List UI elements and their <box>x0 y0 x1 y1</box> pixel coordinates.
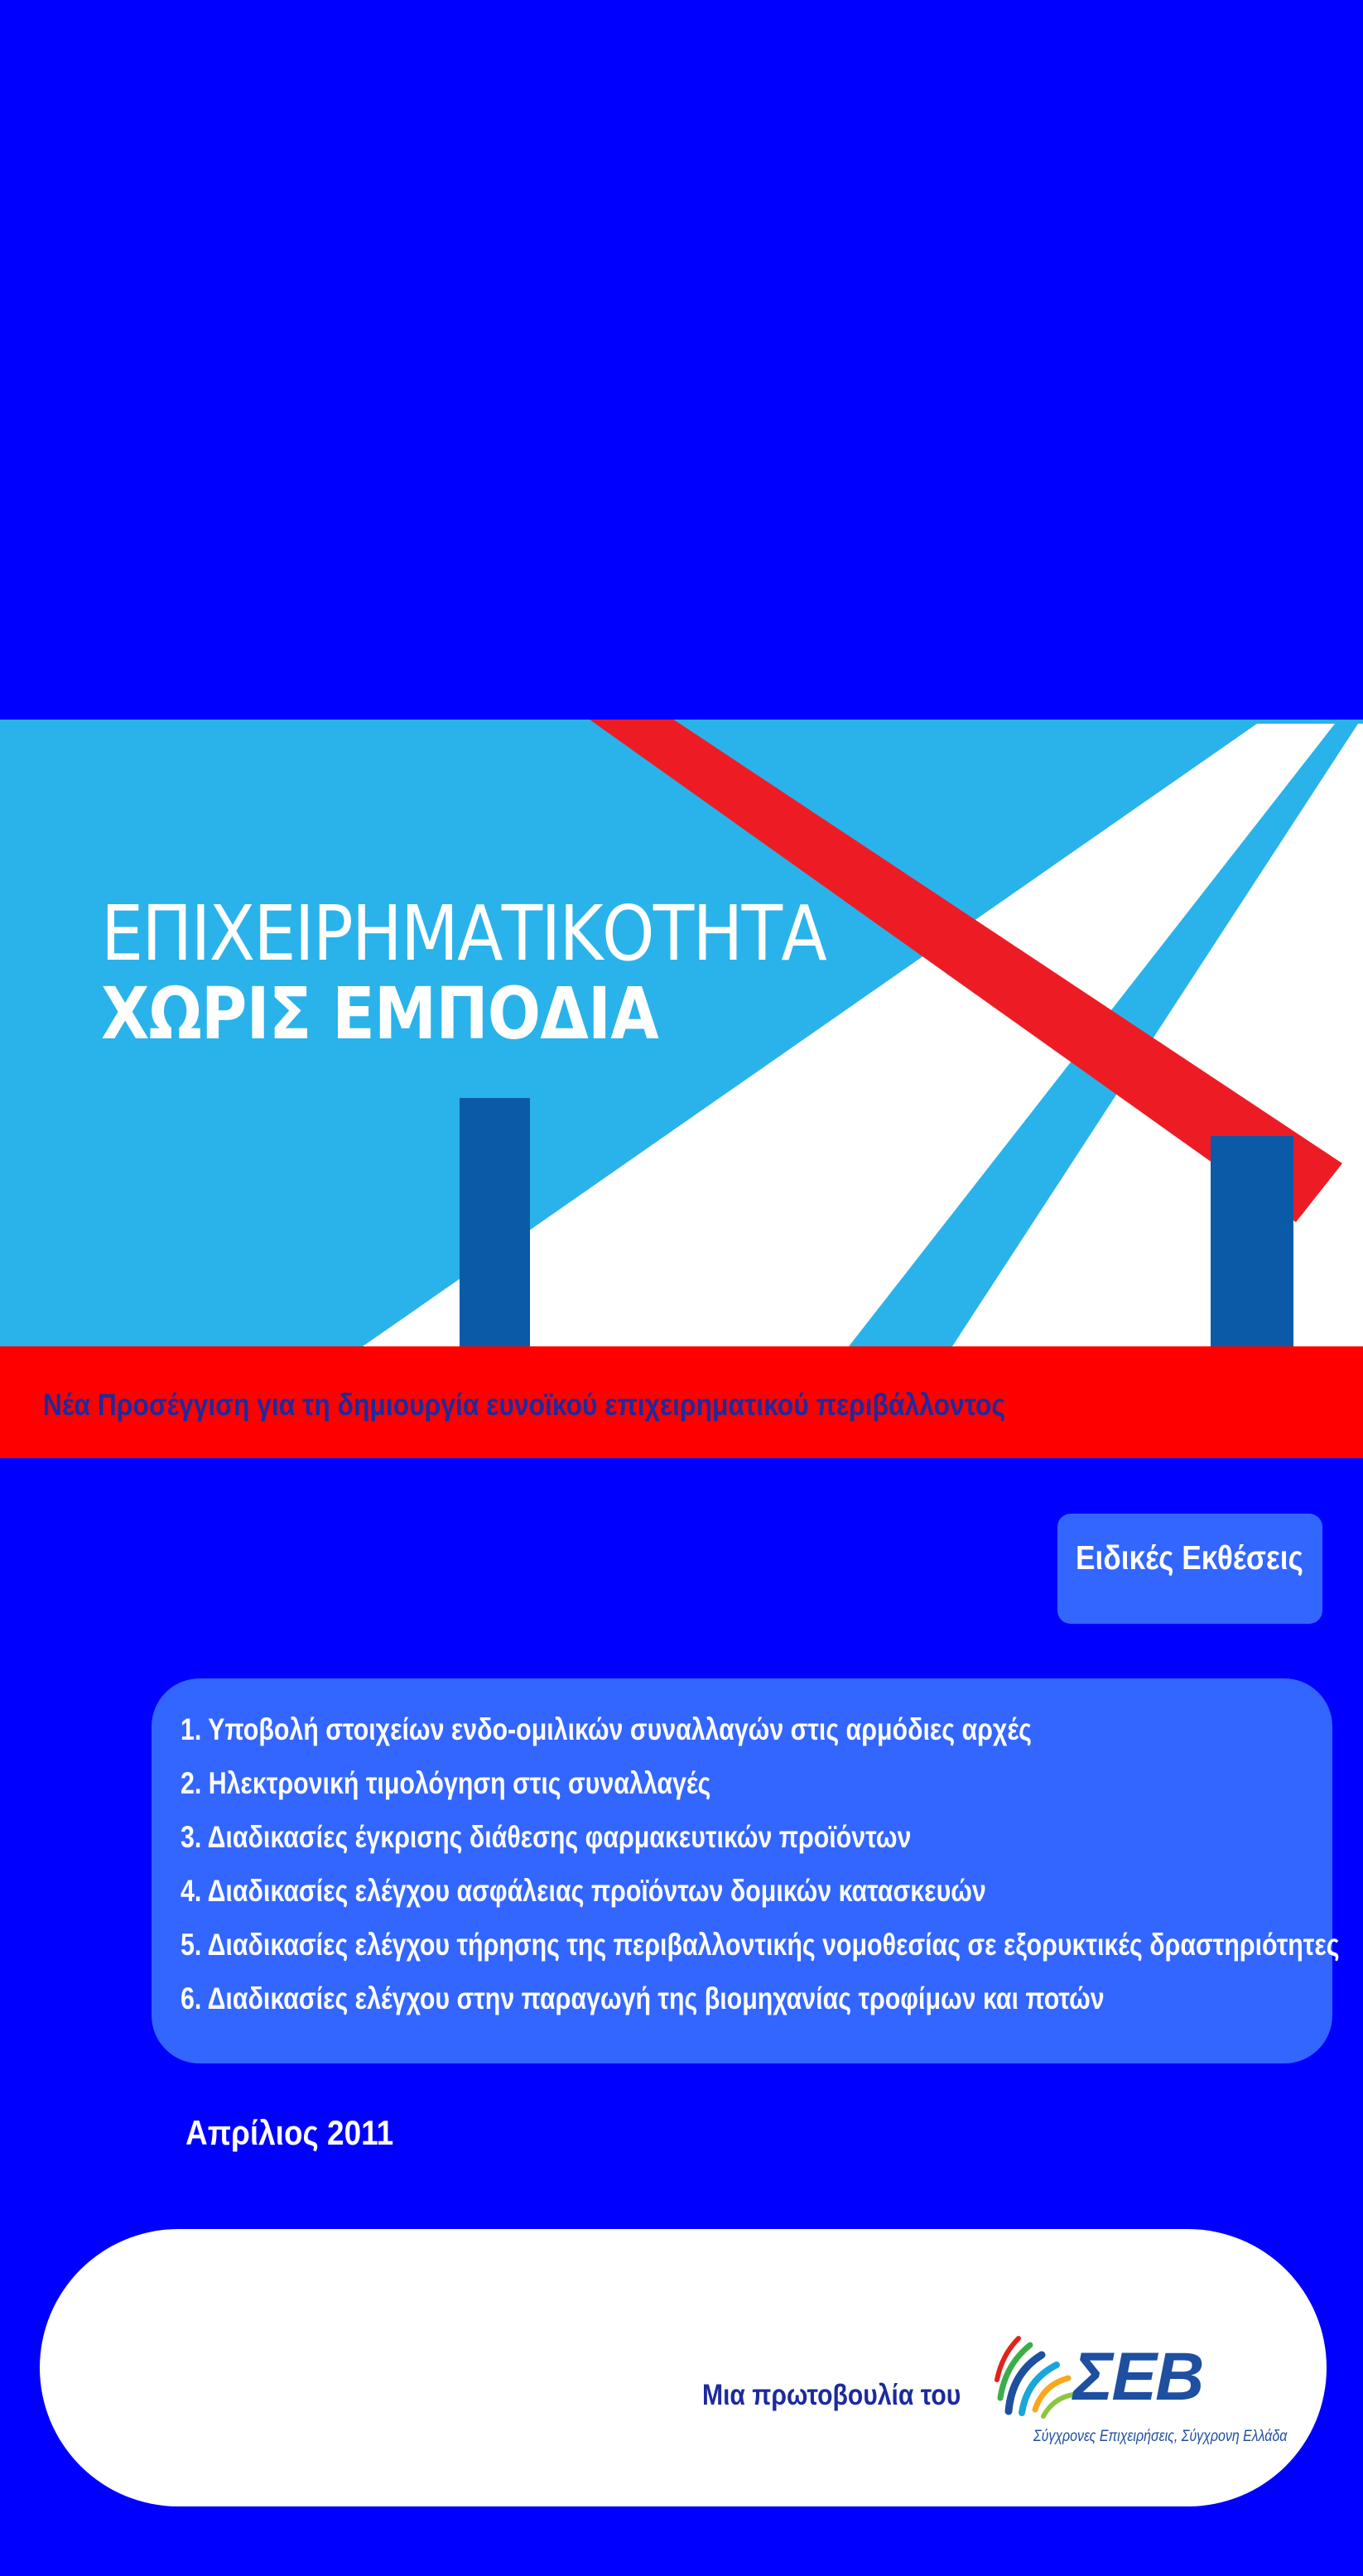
special-reports-label: Ειδικές Εκθέσεις <box>1076 1538 1303 1577</box>
report-item: 6. Διαδικασίες ελέγχου στην παραγωγή της βιομηχανίας τροφίμων και ποτών <box>181 1981 1105 2015</box>
seb-star-burst-icon <box>994 2330 1076 2429</box>
seb-logo <box>994 2330 1288 2454</box>
initiative-text: Μια πρωτοβουλία του <box>702 2379 961 2411</box>
banner-left-post <box>460 1098 530 1346</box>
report-item: 2. Ηλεκτρονική τιμολόγηση στις συναλλαγές <box>181 1766 711 1800</box>
top-blank-area <box>0 0 1363 715</box>
report-item: 3. Διαδικασίες έγκρισης διάθεσης φαρμακευτικών προϊόντων <box>181 1820 912 1854</box>
seb-logo-text: ΣΕΒ <box>1073 2339 1203 2415</box>
footer-panel <box>40 2229 1327 2506</box>
subtitle-strip <box>0 1346 1363 1458</box>
report-item: 4. Διαδικασίες ελέγχου ασφάλειας προϊόντων δομικών κατασκευών <box>181 1874 986 1908</box>
report-item: 1. Υποβολή στοιχείων ενδο-ομιλικών συναλλαγών στις αρμόδιες αρχές <box>181 1712 1032 1746</box>
special-reports-badge <box>1057 1514 1322 1624</box>
banner-title-line-2: ΧΩΡΙΣ ΕΜΠΟΔΙΑ <box>101 973 658 1056</box>
seb-logo-tagline: Σύγχρονες Επιχειρήσεις, Σύγχρονη Ελλάδα <box>1033 2428 1288 2445</box>
publication-date: Απρίλιος 2011 <box>185 2113 394 2152</box>
subtitle-text: Νέα Προσέγγιση για τη δημιουργία ευνοϊκού επιχειρηματικού περιβάλλοντος <box>43 1388 1006 1422</box>
cover-banner <box>0 715 1363 1346</box>
report-item: 5. Διαδικασίες ελέγχου τήρησης της περιβαλλοντικής νομοθεσίας σε εξορυκτικές δραστηριότητες <box>181 1928 1340 1962</box>
banner-top-edge <box>0 715 1363 720</box>
banner-right-post <box>1211 1136 1293 1346</box>
banner-title-line-1: ΕΠΙΧΕΙΡΗΜΑΤΙΚΟΤΗΤΑ <box>101 889 826 978</box>
reports-list <box>152 1678 1340 2063</box>
